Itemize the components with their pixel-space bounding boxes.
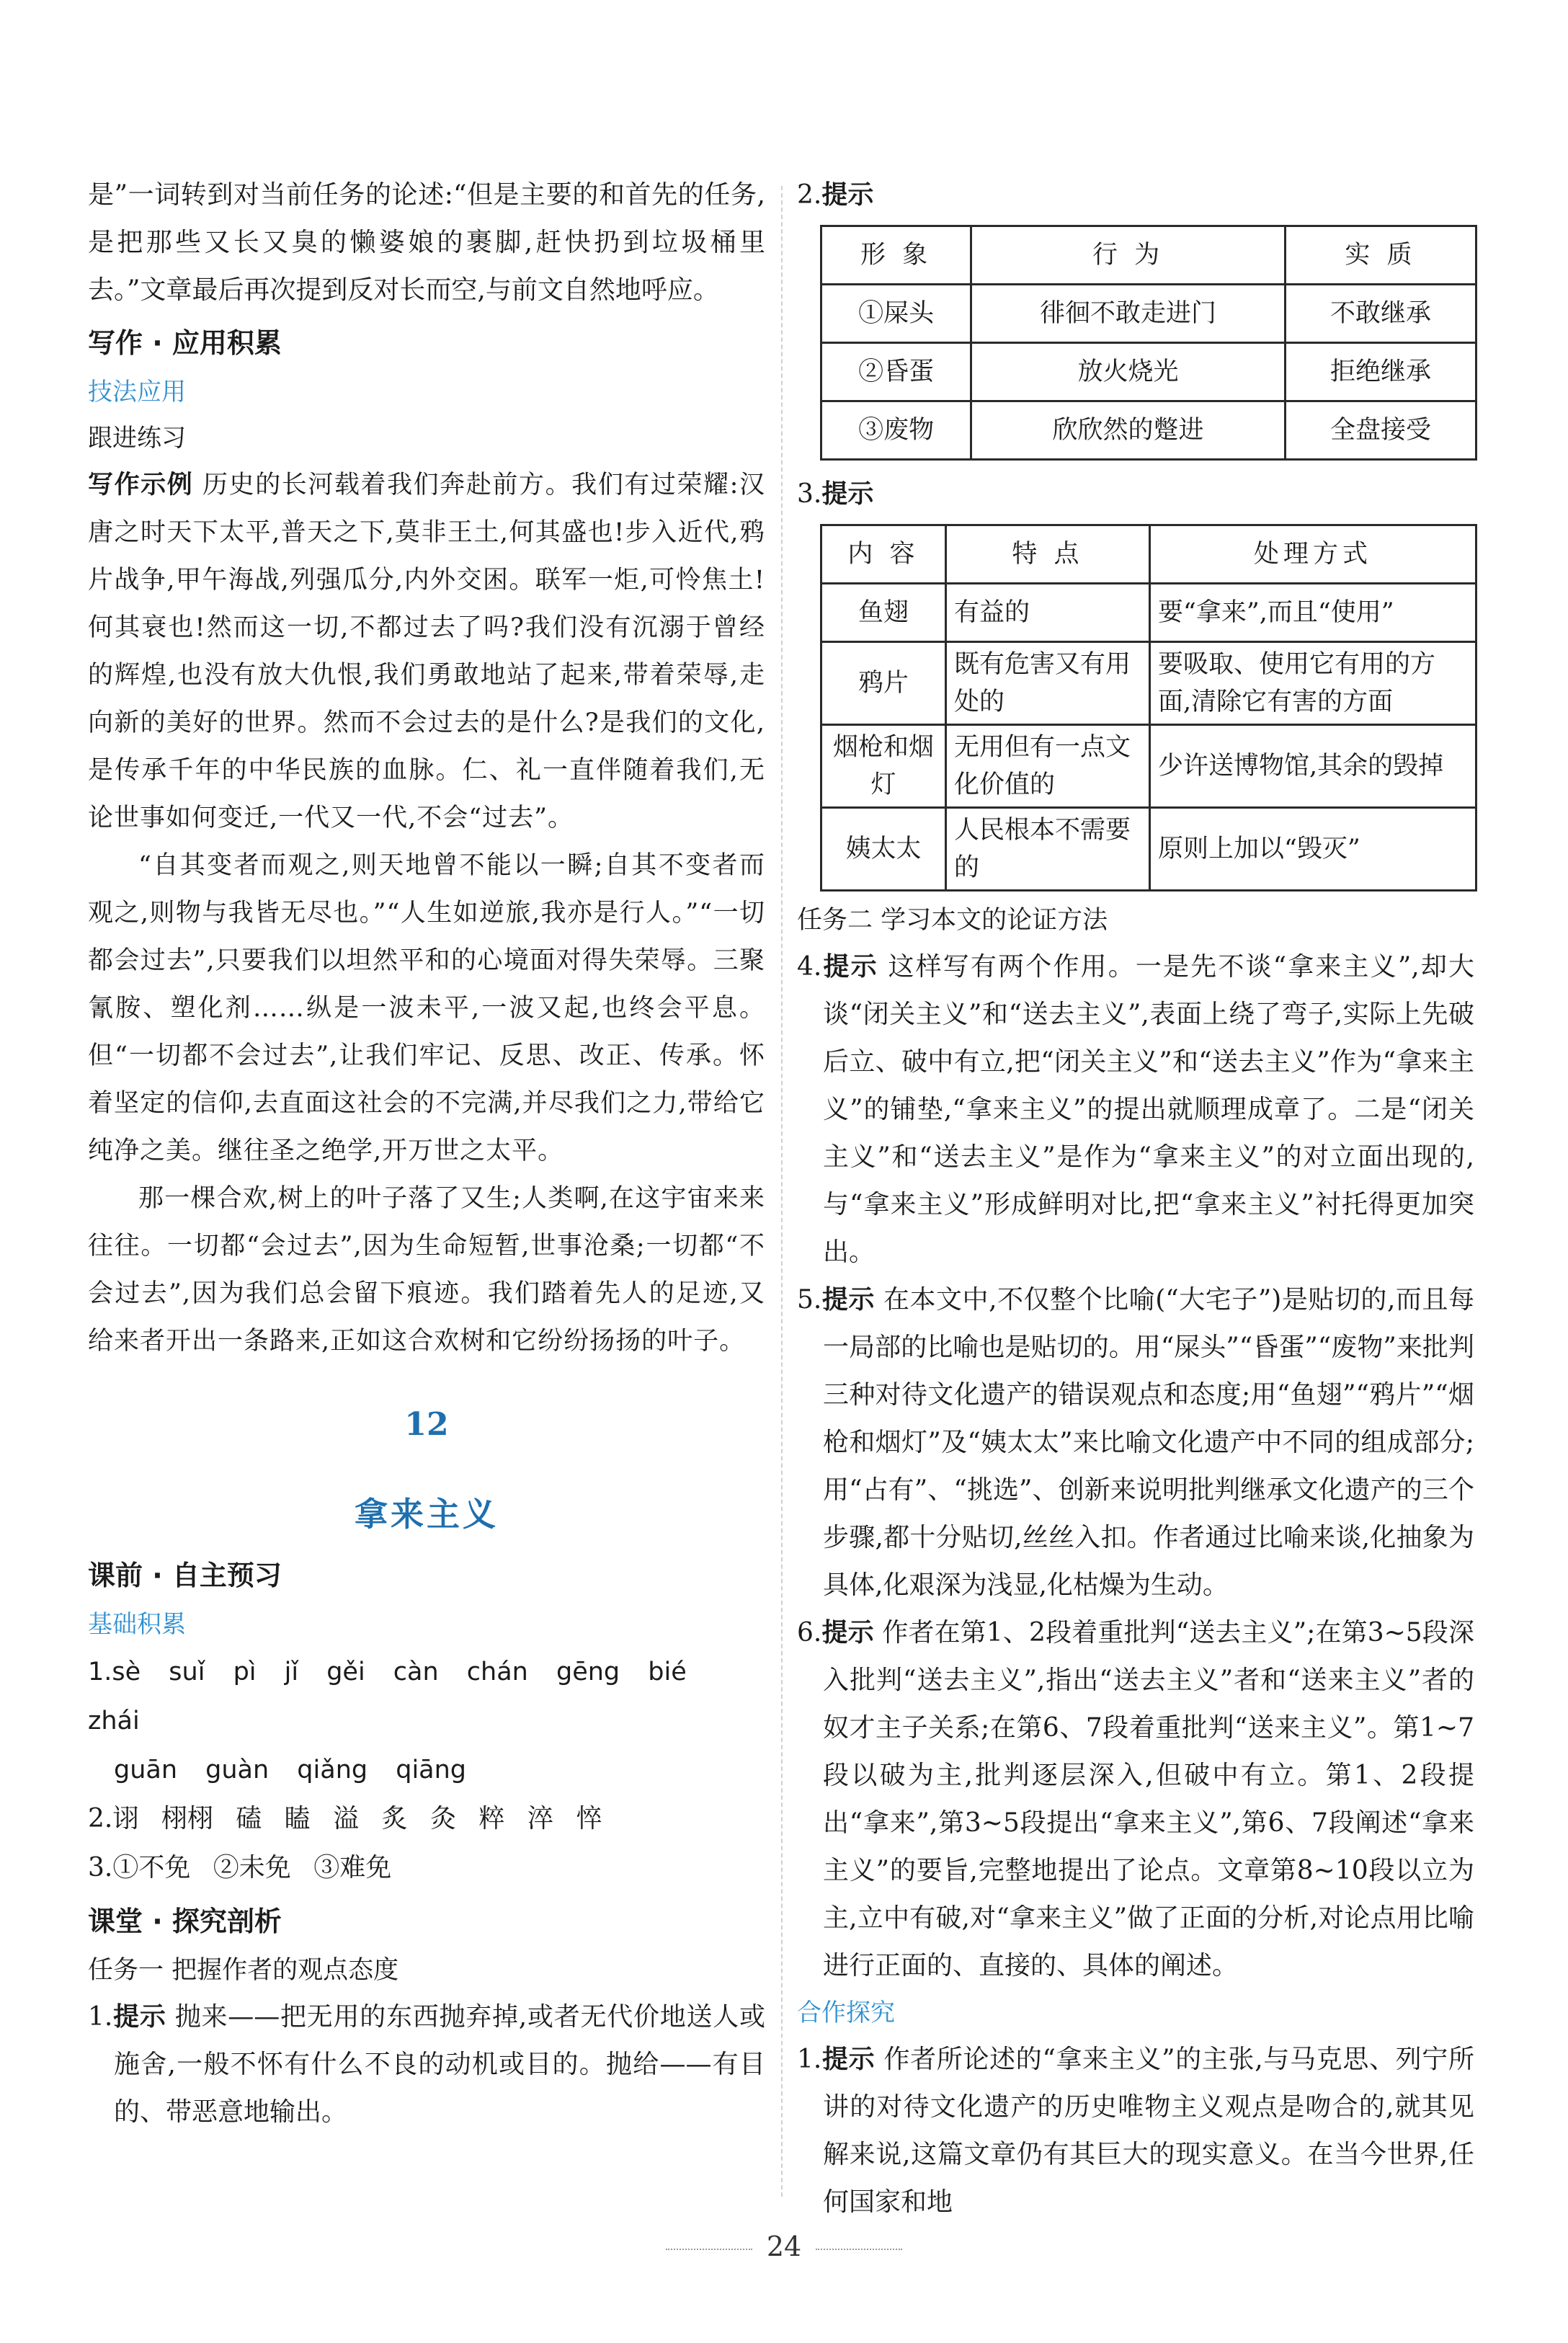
writing-example-para1 <box>88 461 765 842</box>
table-header-row <box>821 525 1476 584</box>
tip-label: 提示 <box>821 952 878 982</box>
footer-right-rule <box>816 2249 902 2250</box>
answer-2-chars: 2.诩 栩栩 磕 瞌 溢 炙 灸 粹 淬 悴 <box>88 1804 602 1833</box>
section-title-preview: 课前 · 自主预习 <box>88 1560 282 1591</box>
table-header-cell: 行 为 <box>971 226 1286 285</box>
table-header-row <box>821 226 1476 285</box>
table-row <box>821 584 1476 642</box>
answer-task2-6 <box>797 1609 1474 1990</box>
table-header-cell: 实 质 <box>1285 226 1476 285</box>
table-cell: 既有危害又有用处的 <box>946 642 1150 725</box>
answer-number: 2. <box>797 180 822 210</box>
table-row <box>821 808 1476 891</box>
subheading-practice: 跟进练习 <box>88 424 186 453</box>
subheading-basics: 基础积累 <box>88 1610 186 1639</box>
table-cell: 无用但有一点文化价值的 <box>946 725 1150 808</box>
answer-number: 6. <box>797 1618 822 1648</box>
answer-text: 作者所论述的“拿来主义”的主张,与马克思、列宁所讲的对待文化遗产的历史唯物主义观点是吻合的,就其见解来说,这篇文章仍有其巨大的现实意义。在当今世界,任何国家和地 <box>823 2045 1474 2217</box>
character-behavior-table <box>820 225 1477 461</box>
section-title-writing: 写作 · 应用积累 <box>88 327 282 359</box>
section-title-classroom: 课堂 · 探究剖析 <box>88 1906 282 1937</box>
table-cell: 原则上加以“毁灭” <box>1150 808 1476 891</box>
tip-label: 提示 <box>112 2002 166 2032</box>
table-row <box>821 725 1476 808</box>
task-two-heading: 任务二 学习本文的论证方法 <box>797 906 1108 935</box>
page-footer <box>0 2231 1568 2262</box>
tip-label: 提示 <box>821 2045 876 2074</box>
writing-example-para3: 那一棵合欢,树上的叶子落了又生;人类啊,在这宇宙来来往往。一切都“会过去”,因为生命短暂,世事沧桑;一切都“不会过去”,因为我们总会留下痕迹。我们踏着先人的足迹,又给来者开出一条路来,正如这合欢树和它纷纷扬扬的叶子。 <box>88 1184 765 1356</box>
table-cell: 鱼翅 <box>821 584 946 642</box>
tip-label: 提示 <box>821 180 874 210</box>
table-cell: 全盘接受 <box>1285 401 1476 460</box>
table-cell: 姨太太 <box>821 808 946 891</box>
subheading-cooperation: 合作探究 <box>797 1999 895 2027</box>
subheading-technique: 技法应用 <box>88 378 186 406</box>
answer-text: 在本文中,不仅整个比喻(“大宅子”)是贴切的,而且每一局部的比喻也是贴切的。用“屎头”“昏蛋”“废物”来批判三种对待文化遗产的错误观点和态度;用“鱼翅”“鸦片”“烟枪和烟灯”及“姨太太”来比喻文化遗产中不同的组成部分;用“占有”、“挑选”、创新来说明批判继承文化遗产的三个步骤,都十分贴切,丝丝入扣。作者通过比喻来谈,化抽象为具体,化艰深为浅显,化枯燥为生动。 <box>823 1285 1474 1600</box>
table-cell: 不敢继承 <box>1285 285 1476 343</box>
answer-number: 3. <box>797 479 822 509</box>
page-number: 24 <box>766 2231 802 2262</box>
para1-text: 历史的长河载着我们奔赴前方。我们有过荣耀:汉唐之时天下太平,普天之下,莫非王土,何其盛也!步入近代,鸦片战争,甲午海战,列强瓜分,内外交困。联军一炬,可怜焦土!何其衰也!然而这一切,不都过去了吗?我们没有沉溺于曾经的辉煌,也没有放大仇恨,我们勇敢地站了起来,带着荣辱,走向新的美好的世界。然而不会过去的是什么?是我们的文化,是传承千年的中华民族的血脉。仁、礼一直伴随着我们,无论世事如何变迁,一代又一代,不会“过去”。 <box>88 471 765 832</box>
answer-coop-1 <box>797 2036 1474 2226</box>
answer-task2-4 <box>797 943 1474 1276</box>
table-row <box>821 401 1476 460</box>
lesson-title: 拿来主义 <box>355 1495 499 1534</box>
tip-label: 提示 <box>821 1618 874 1648</box>
answer-text: 抛来——把无用的东西抛弃掉,或者无代价地送人或施舍,一般不怀有什么不良的动机或目的。抛给——有目的、带恶意地输出。 <box>114 2002 765 2127</box>
answer-number: 1. <box>88 2002 113 2032</box>
table-cell: 人民根本不需要的 <box>946 808 1150 891</box>
table-cell: 放火烧光 <box>971 343 1286 401</box>
table-header-cell: 特 点 <box>946 525 1150 584</box>
column-divider <box>781 186 783 2197</box>
answer-text: 这样写有两个作用。一是先不谈“拿来主义”,却大谈“闭关主义”和“送去主义”,表面上绕了弯子,实际上先破后立、破中有立,把“闭关主义”和“送去主义”作为“拿来主义”的铺垫,“拿来主义”的提出就顺理成章了。二是“闭关主义”和“送去主义”是作为“拿来主义”的对立面出现的,与“拿来主义”形成鲜明对比,把“拿来主义”衬托得更加突出。 <box>823 952 1474 1267</box>
table-header-cell: 内 容 <box>821 525 946 584</box>
table-cell: ①屎头 <box>821 285 971 343</box>
table-cell: 要吸取、使用它有用的方面,清除它有害的方面 <box>1150 642 1476 725</box>
tip-label: 提示 <box>821 479 874 509</box>
table-cell: ②昏蛋 <box>821 343 971 401</box>
table-cell: ③废物 <box>821 401 971 460</box>
answer-3-words: 3.①不免 ②未免 ③难免 <box>88 1853 392 1882</box>
table-header-cell: 形 象 <box>821 226 971 285</box>
table-cell: 拒绝继承 <box>1285 343 1476 401</box>
table-row <box>821 285 1476 343</box>
table-cell: 欣欣然的蹩进 <box>971 401 1286 460</box>
answer-1-pinyin-line1 <box>88 1648 765 1746</box>
table-header-cell: 处理方式 <box>1150 525 1476 584</box>
intro-paragraph: 是”一词转到对当前任务的论述:“但是主要的和首先的任务,是把那些又长又臭的懒婆娘的裹脚,赶快扔到垃圾桶里去。”文章最后再次提到反对长而空,与前文自然地呼应。 <box>88 180 765 305</box>
table-cell: 鸦片 <box>821 642 946 725</box>
writing-example-para2: “自其变者而观之,则天地曾不能以一瞬;自其不变者而观之,则物与我皆无尽也。”“人生如逆旅,我亦是行人。”“一切都会过去”,只要我们以坦然平和的心境面对得失荣辱。三聚氰胺、塑化剂……纵是一波未平,一波又起,也终会平息。但“一切都不会过去”,让我们牢记、反思、改正、传承。怀着坚定的信仰,去直面这社会的不完满,并尽我们之力,带给它纯净之美。继往圣之绝学,开万世之太平。 <box>88 851 765 1165</box>
answer-1-number: 1. <box>88 1658 112 1686</box>
answer-task2-5 <box>797 1276 1474 1609</box>
table-cell: 徘徊不敢走进门 <box>971 285 1286 343</box>
table-cell: 少许送博物馆,其余的毁掉 <box>1150 725 1476 808</box>
pinyin-line1-text: sè suǐ pì jǐ gěi càn chán gēng bié zhái <box>88 1658 687 1735</box>
cultural-heritage-table <box>820 524 1477 892</box>
answer-2-heading <box>797 172 1474 219</box>
table-cell: 要“拿来”,而且“使用” <box>1150 584 1476 642</box>
tip-label: 提示 <box>821 1285 875 1315</box>
answer-task1-1 <box>88 1993 765 2136</box>
answer-text: 作者在第1、2段着重批判“送去主义”;在第3~5段深入批判“送去主义”,指出“送去主义”者和“送来主义”者的奴才主子关系;在第6、7段着重批判“送来主义”。第1~7段以破为主,批判逐层深入,但破中有立。第1、2段提出“拿来”,第3~5段提出“拿来主义”,第6、7段阐述“拿来主义”的要旨,完整地提出了论点。文章第8~10段以立为主,立中有破,对“拿来主义”做了正面的分析,对论点用比喻进行正面的、直接的、具体的阐述。 <box>823 1618 1474 1980</box>
table-cell: 烟枪和烟灯 <box>821 725 946 808</box>
table-cell: 有益的 <box>946 584 1150 642</box>
answer-3-heading <box>797 471 1474 518</box>
writing-example-label: 写作示例 <box>88 471 194 499</box>
table-row <box>821 642 1476 725</box>
table-row <box>821 343 1476 401</box>
task-one-heading: 任务一 把握作者的观点态度 <box>88 1956 399 1985</box>
lesson-number: 12 <box>404 1406 449 1443</box>
answer-number: 5. <box>797 1285 822 1315</box>
footer-left-rule <box>666 2249 752 2250</box>
left-column <box>88 172 765 2136</box>
answer-number: 4. <box>797 952 822 982</box>
answer-number: 1. <box>797 2045 822 2074</box>
right-column <box>797 172 1474 2226</box>
answer-1-pinyin-line2: guān guàn qiǎng qiāng <box>114 1756 467 1784</box>
